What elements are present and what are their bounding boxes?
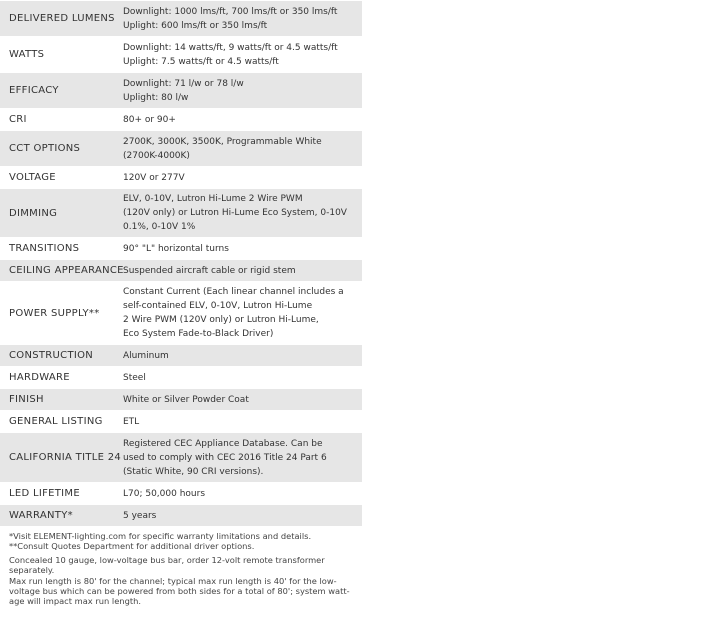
spec-row: [0, 345, 362, 367]
spec-value-line: Downlight: 14 watts/ft, 9 watts/ft or 4.5 watts/ft: [123, 42, 338, 53]
spec-value: [123, 238, 362, 260]
spec-label: GENERAL LISTING: [9, 416, 103, 427]
spec-value-line: 2 Wire PWM (120V only) or Lutron Hi-Lume,: [123, 315, 319, 325]
spec-label: HARDWARE: [9, 372, 70, 383]
spec-value-line: Downlight: 1000 lms/ft, 700 lms/ft or 350 lms/ft: [123, 6, 338, 17]
spec-value: [123, 167, 362, 189]
spec-label: TRANSITIONS: [9, 243, 80, 254]
spec-row: [0, 189, 362, 238]
spec-label: CEILING APPEARANCE: [9, 265, 124, 276]
spec-row: [0, 505, 362, 527]
spec-value-line: 80+ or 90+: [123, 114, 176, 125]
spec-row: [0, 260, 362, 282]
footnote-line: age will impact max run length.: [9, 596, 141, 607]
spec-value-line: ETL: [123, 416, 140, 427]
spec-value-line: Constant Current (Each linear channel includes a: [123, 287, 344, 297]
spec-value-line: Uplight: 600 lms/ft or 350 lms/ft: [123, 20, 268, 31]
spec-label: DIMMING: [9, 207, 58, 219]
footnotes: [9, 531, 354, 610]
spec-label: WATTS: [9, 49, 45, 60]
spec-value-line: Aluminum: [123, 350, 169, 361]
spec-value: [123, 109, 362, 131]
spec-label: CALIFORNIA TITLE 24: [9, 452, 122, 463]
spec-value-line: used to comply with CEC 2016 Title 24 Part 6: [123, 452, 327, 463]
spec-label: CRI: [9, 114, 27, 125]
spec-value-line: (120V only) or Lutron Hi-Lume Eco System, 0-10V: [123, 208, 347, 218]
spec-label: CONSTRUCTION: [9, 350, 94, 361]
spec-value: [123, 260, 362, 282]
spec-row: [0, 389, 362, 411]
spec-label: CCT OPTIONS: [9, 143, 81, 154]
spec-label: LED LIFETIME: [9, 488, 80, 499]
spec-value-line: White or Silver Powder Coat: [123, 394, 249, 405]
spec-value-line: Registered CEC Appliance Database. Can be: [123, 438, 323, 449]
spec-value-line: Suspended aircraft cable or rigid stem: [123, 265, 296, 276]
spec-row: [0, 433, 362, 483]
spec-value-line: 0.1%, 0-10V 1%: [123, 222, 196, 232]
spec-value-line: L70; 50,000 hours: [123, 488, 206, 499]
spec-value: [123, 73, 362, 109]
spec-row: [0, 131, 362, 167]
footnote-line: Max run length is 80' for the channel; typical max run length is 40' for the low-: [9, 575, 337, 586]
spec-value: [123, 367, 362, 389]
spec-value: [123, 188, 362, 238]
spec-value-line: Uplight: 7.5 watts/ft or 4.5 watts/ft: [123, 56, 279, 67]
spec-row: [0, 483, 362, 505]
spec-table: [0, 1, 362, 527]
spec-value: [123, 505, 362, 527]
spec-row: [0, 411, 362, 433]
spec-label: DELIVERED LUMENS: [9, 13, 115, 24]
footnote-line: **Consult Quotes Department for additional driver options.: [9, 541, 255, 552]
spec-value-line: 2700K, 3000K, 3500K, Programmable White: [123, 136, 322, 147]
spec-value-line: 120V or 277V: [123, 172, 185, 183]
spec-value: [123, 433, 362, 483]
spec-value: [123, 37, 362, 73]
spec-row: [0, 282, 362, 345]
spec-value-line: Eco System Fade-to-Black Driver): [123, 329, 274, 339]
spec-value-line: (2700K-4000K): [123, 150, 190, 161]
spec-row: [0, 109, 362, 131]
spec-row: [0, 1, 362, 37]
footnote-line: Concealed 10 gauge, low-voltage bus bar, order 12-volt remote transformer: [9, 554, 325, 565]
footnote-line: *Visit ELEMENT-lighting.com for specific warranty limitations and details.: [9, 531, 312, 541]
spec-label: POWER SUPPLY**: [9, 307, 100, 319]
footnote-group: [9, 555, 354, 607]
spec-value: [123, 411, 362, 433]
spec-value: [123, 389, 362, 411]
spec-value: [123, 483, 362, 505]
spec-value: [123, 1, 362, 37]
spec-row: [0, 238, 362, 260]
spec-value: [123, 345, 362, 367]
spec-label: WARRANTY*: [9, 510, 73, 521]
spec-value-line: Uplight: 80 l/w: [123, 92, 189, 103]
spec-row: [0, 367, 362, 389]
spec-value: [123, 281, 362, 345]
spec-value-line: Downlight: 71 l/w or 78 l/w: [123, 78, 244, 89]
spec-value-line: Steel: [123, 372, 146, 383]
footnote-line: separately.: [9, 565, 55, 576]
spec-value-line: 90° "L" horizontal turns: [123, 243, 229, 254]
footnote-group: [9, 531, 354, 552]
footnote-line: voltage bus which can be powered from both sides for a total of 80'; system watt-: [9, 586, 350, 597]
spec-label: VOLTAGE: [9, 172, 56, 183]
spec-row: [0, 167, 362, 189]
spec-label: FINISH: [9, 394, 44, 405]
spec-value-line: self-contained ELV, 0-10V, Lutron Hi-Lume: [123, 301, 313, 311]
spec-value-line: ELV, 0-10V, Lutron Hi-Lume 2 Wire PWM: [123, 194, 303, 204]
spec-value: [123, 131, 362, 167]
spec-value-line: 5 years: [123, 510, 157, 521]
spec-label: EFFICACY: [9, 85, 59, 96]
spec-row: [0, 37, 362, 73]
spec-value-line: (Static White, 90 CRI versions).: [123, 466, 264, 477]
spec-row: [0, 73, 362, 109]
